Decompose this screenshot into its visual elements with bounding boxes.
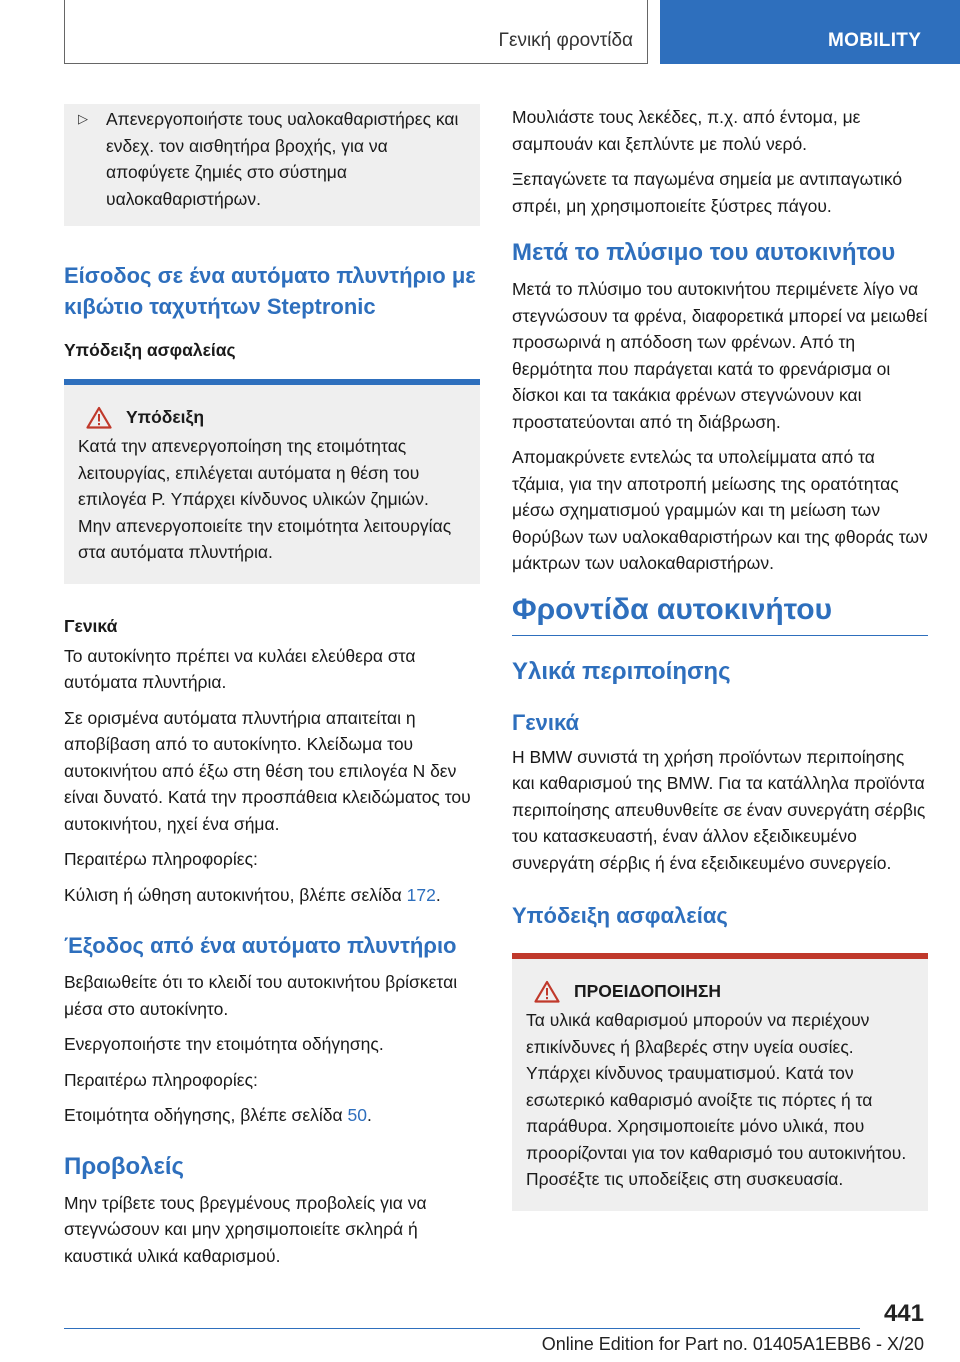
heading-after-wash: Μετά το πλύσιμο του αυτοκινήτου (512, 239, 896, 266)
paragraph: Ξεπαγώνετε τα παγωμένα σημεία με αντιπαγωτικό σπρέι, μη χρησιμοποιείτε ξύστρες πάγου. (512, 169, 903, 216)
paragraph: Περαιτέρω πληροφορίες: (64, 849, 258, 869)
paragraph: Περαιτέρω πληροφορίες: (64, 1069, 258, 1090)
paragraph: Ενεργοποιήστε την ετοιμότητα οδήγησης. (64, 1034, 384, 1054)
warning-box (512, 953, 928, 1211)
bullet-item (78, 106, 466, 212)
warning-triangle-icon (526, 980, 574, 1003)
paragraph: Το αυτοκίνητο πρέπει να κυλάει ελεύθερα στα αυτόματα πλυντήρια. (64, 645, 416, 692)
heading-care-materials: Υλικά περιποίησης (512, 657, 731, 685)
paragraph: Απομακρύνετε εντελώς τα υπολείμματα από τα τζάμια, για την αποτροπή μείωσης της ορατότητας μέσω σχηματισμού γραμμών και τη μείωση των θορύβων των υαλοκαθαριστήρων και της φθοράς των μάκτρων των υαλοκαθαριστήρων. (512, 447, 928, 573)
page-number: 441 (883, 1300, 924, 1327)
header-section-tab (64, 0, 648, 64)
bullet-text: Απενεργοποιήστε τους υαλοκαθαριστήρες και ενδεχ. τον αισθητήρα βροχής, για να αποφύγετε ζημιές στο σύστημα υαλοκαθαριστήρων. (106, 109, 459, 209)
heading-car-care: Φροντίδα αυτοκινήτου (512, 592, 833, 626)
note-title: Υπόδειξη (126, 407, 205, 427)
heading-carwash-exit: Έξοδος από ένα αυτόματο πλυντήριο (64, 933, 457, 958)
chapter-heading-wrap (512, 591, 928, 636)
header-chapter-tab (660, 0, 960, 64)
reference-text: Ετοιμότητα οδήγησης, βλέπε σελίδα (64, 1105, 348, 1125)
heading-carwash-entry: Είσοδος σε ένα αυτόματο πλυντήριο με κιβώτιο ταχυτήτων Steptronic (64, 263, 476, 319)
warning-header (526, 979, 914, 1003)
note-box (64, 379, 480, 584)
warning-triangle-icon (78, 406, 126, 429)
heading-general: Γενικά (512, 709, 580, 735)
left-column (64, 104, 480, 1278)
general-label: Γενικά (64, 615, 118, 636)
paragraph-reference: Κύλιση ή ώθηση αυτοκινήτου, βλέπε σελίδα 172. (64, 884, 441, 905)
note-text: Κατά την απενεργοποίηση της ετοιμότητας λειτουργίας, επιλέγεται αυτόματα η θέση του επιλογέα P. Υπάρχει κίνδυνος υλικών ζημιών. Μην απενεργοποιείτε την ετοιμότητα λειτουργίας στα αυτόματα πλυντήρια. (78, 436, 452, 562)
paragraph: Σε ορισμένα αυτόματα πλυντήρια απαιτείται η αποβίβαση από το αυτοκίνητο. Κλείδωμα του αυτοκινήτου από έξω στη θέση του επιλογέα N δεν είναι δυνατό. Κατά την προσπάθεια κλειδώματος του αυτοκινήτου, ηχεί ένα σήμα. (64, 707, 471, 834)
footer-edition: Online Edition for Part no. 01405A1EBB6 - X/20 (541, 1334, 924, 1354)
paragraph: Μην τρίβετε τους βρεγμένους προβολείς για να στεγνώσουν και μην χρησιμοποιείτε σκληρά ή καυστικά υλικά καθαρισμού. (64, 1192, 427, 1266)
header-chapter-title: MOBILITY (828, 30, 922, 51)
reference-text: Κύλιση ή ώθηση αυτοκινήτου, βλέπε σελίδα (64, 884, 407, 905)
paragraph-reference: Ετοιμότητα οδήγησης, βλέπε σελίδα 50. (64, 1105, 372, 1125)
heading-headlights: Προβολείς (64, 1152, 185, 1180)
warning-text: Τα υλικά καθαρισμού μπορούν να περιέχουν επικίνδυνες ή βλαβερές στην υγεία ουσίες. Υπάρχει κίνδυνος τραυματισμού. Κατά τον εσωτερικό καθαρισμό ανοίξτε τις πόρτες ή τα παράθυρα. Χρησιμοποιείτε μόνο υλικά, που προορίζονται για τον καθαρισμό του αυτοκινήτου. Προσέξτε τις υποδείξεις στη συσκευασία. (526, 1010, 907, 1189)
heading-safety: Υπόδειξη ασφαλείας (512, 903, 728, 928)
header-section-title: Γενική φροντίδα (498, 30, 633, 51)
safety-label: Υπόδειξη ασφαλείας (64, 340, 236, 360)
paragraph: Βεβαιωθείτε ότι το κλειδί του αυτοκινήτου βρίσκεται μέσα στο αυτοκίνητο. (64, 972, 458, 1019)
right-column (512, 104, 928, 1211)
paragraph: Μετά το πλύσιμο του αυτοκινήτου περιμένετε λίγο να στεγνώσουν τα φρένα, διαφορετικά μπορεί να μειωθεί προσωρινά η απόδοση των φρένων. Από τη θερμότητα που παράγεται κατά το φρενάρισμα οι δίσκοι και τα τακάκια φρένων στεγνώνουν και προστατεύονται από τη διάβρωση. (512, 279, 928, 432)
paragraph: Μουλιάστε τους λεκέδες, π.χ. από έντομα, με σαμπουάν και ξεπλύντε με πολύ νερό. (512, 107, 861, 154)
footer-divider (64, 1328, 860, 1329)
page-link[interactable]: 50 (347, 1105, 367, 1125)
bullet-box (64, 104, 480, 226)
page-link[interactable]: 172 (406, 884, 436, 905)
triangle-right-icon: ▷ (78, 111, 88, 126)
warning-title: ΠΡΟΕΙΔΟΠΟΙΗΣΗ (574, 981, 722, 1001)
note-header (78, 405, 466, 429)
paragraph: Η BMW συνιστά τη χρήση προϊόντων περιποίησης και καθαρισμού της BMW. Για τα κατάλληλα προϊόντα περιποίησης απευθυνθείτε σε έναν συνεργάτη σέρβις του κατασκευαστή, έναν άλλον εξειδικευμένο συνεργάτη σέρβις ή ένα εξειδικευμένο συνεργείο. (512, 746, 926, 873)
